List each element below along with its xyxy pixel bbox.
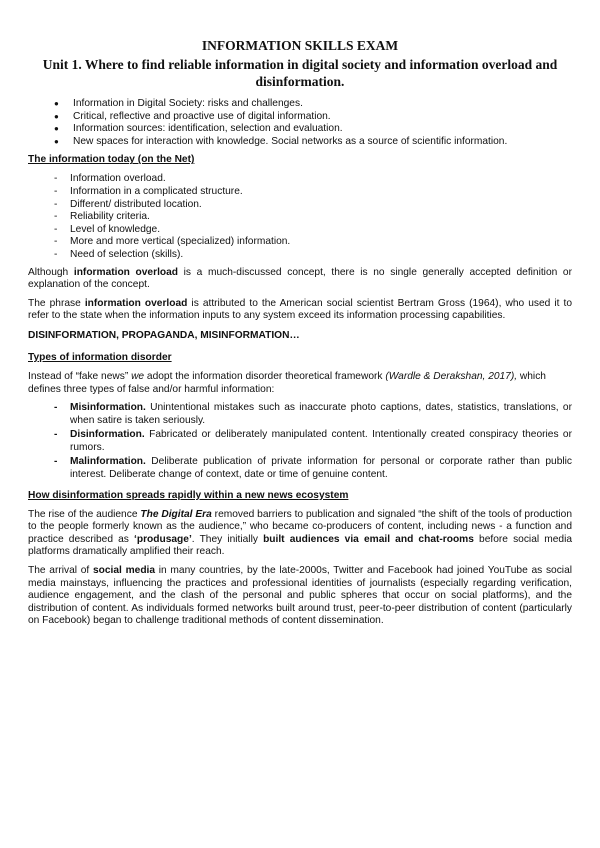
type-description: Unintentional mistakes such as inaccurate photo captions, dates, statistics, translations, or when satire is taken seriously. [70,402,572,426]
topic-item: ● New spaces for interaction with knowledge. Social networks as a source of scientific information. [54,136,572,149]
overload-origin-paragraph: The phrase information overload is attributed to the American social scientist Bertram Gross (1964), who used it to refer to the state when the information inputs to any system exceed its information processing capabilities. [28,297,572,322]
type-description: Fabricated or deliberately manipulated content. Intentionally created conspiracy theories or rumors. [70,429,572,453]
list-item: - More and more vertical (specialized) information. [54,236,572,249]
digital-era-paragraph: The rise of the audience The Digital Era removed barriers to publication and signaled “the shift of the tools of production to the people formerly known as the audience,” who became co-producers of content, including news - a function and practice described as ‘produsage’. They initially built audiences via email and chat-rooms before social media platforms dramatically amplified their reach. [28,508,573,558]
topic-item: ● Information sources: identification, selection and evaluation. [54,123,572,136]
list-item: - Need of selection (skills). [54,249,572,262]
info-today-list [28,173,572,261]
unit-subtitle: Unit 1. Where to find reliable information in digital society and information overload and disinformation. [42,57,558,89]
exam-page [28,38,572,634]
type-term: Malinformation. [70,456,146,468]
disorder-type-item [54,456,572,481]
type-term: Misinformation. [70,402,146,414]
overload-definition-paragraph: Although information overload is a much-discussed concept, there is no single generally accepted definition or explanation of the concept. [28,266,572,291]
topic-item: ● Information in Digital Society: risks and challenges. [54,98,572,111]
disorder-type-item [54,429,572,454]
list-item: - Reliability criteria. [54,211,572,224]
page-title: INFORMATION SKILLS EXAM [201,38,399,53]
list-item: - Different/ distributed location. [54,199,572,212]
info-today-heading: The information today (on the Net) [28,154,195,166]
types-heading: Types of information disorder [28,351,172,363]
type-term: Disinformation. [70,429,145,441]
topics-list [28,98,572,148]
social-media-paragraph: The arrival of social media in many countries, by the late-2000s, Twitter and Facebook had joined YouTube as social media mainstays, influencing the practices and professional identities of journalists (especially regarding verification, audience engagement, and the clash of the personal and public spheres that occur on social platforms), and the distribution of content. As individuals formed networks built around trust, peer-to-peer distribution of content (particularly on Facebook) began to challenge traditional methods of content dissemination. [28,565,573,627]
list-item: - Information in a complicated structure. [54,186,572,199]
topic-item: ● Critical, reflective and proactive use of digital information. [54,111,572,124]
list-item: - Information overload. [54,173,572,186]
disorder-type-item [54,402,572,427]
disorder-types-list [28,402,572,482]
disinformation-caps-heading: DISINFORMATION, PROPAGANDA, MISINFORMATION… [28,329,300,341]
list-item: - Level of knowledge. [54,224,572,237]
types-intro-paragraph: Instead of “fake news” we adopt the information disorder theoretical framework (Wardle & Derakshan, 2017), which defines three types of false and/or harmful information: [28,370,546,395]
type-description: Deliberate publication of private information for personal or corporate rather than public interest. Deliberate change of context, date or time of genuine content. [70,456,572,481]
spread-heading: How disinformation spreads rapidly within a new news ecosystem [28,489,349,501]
